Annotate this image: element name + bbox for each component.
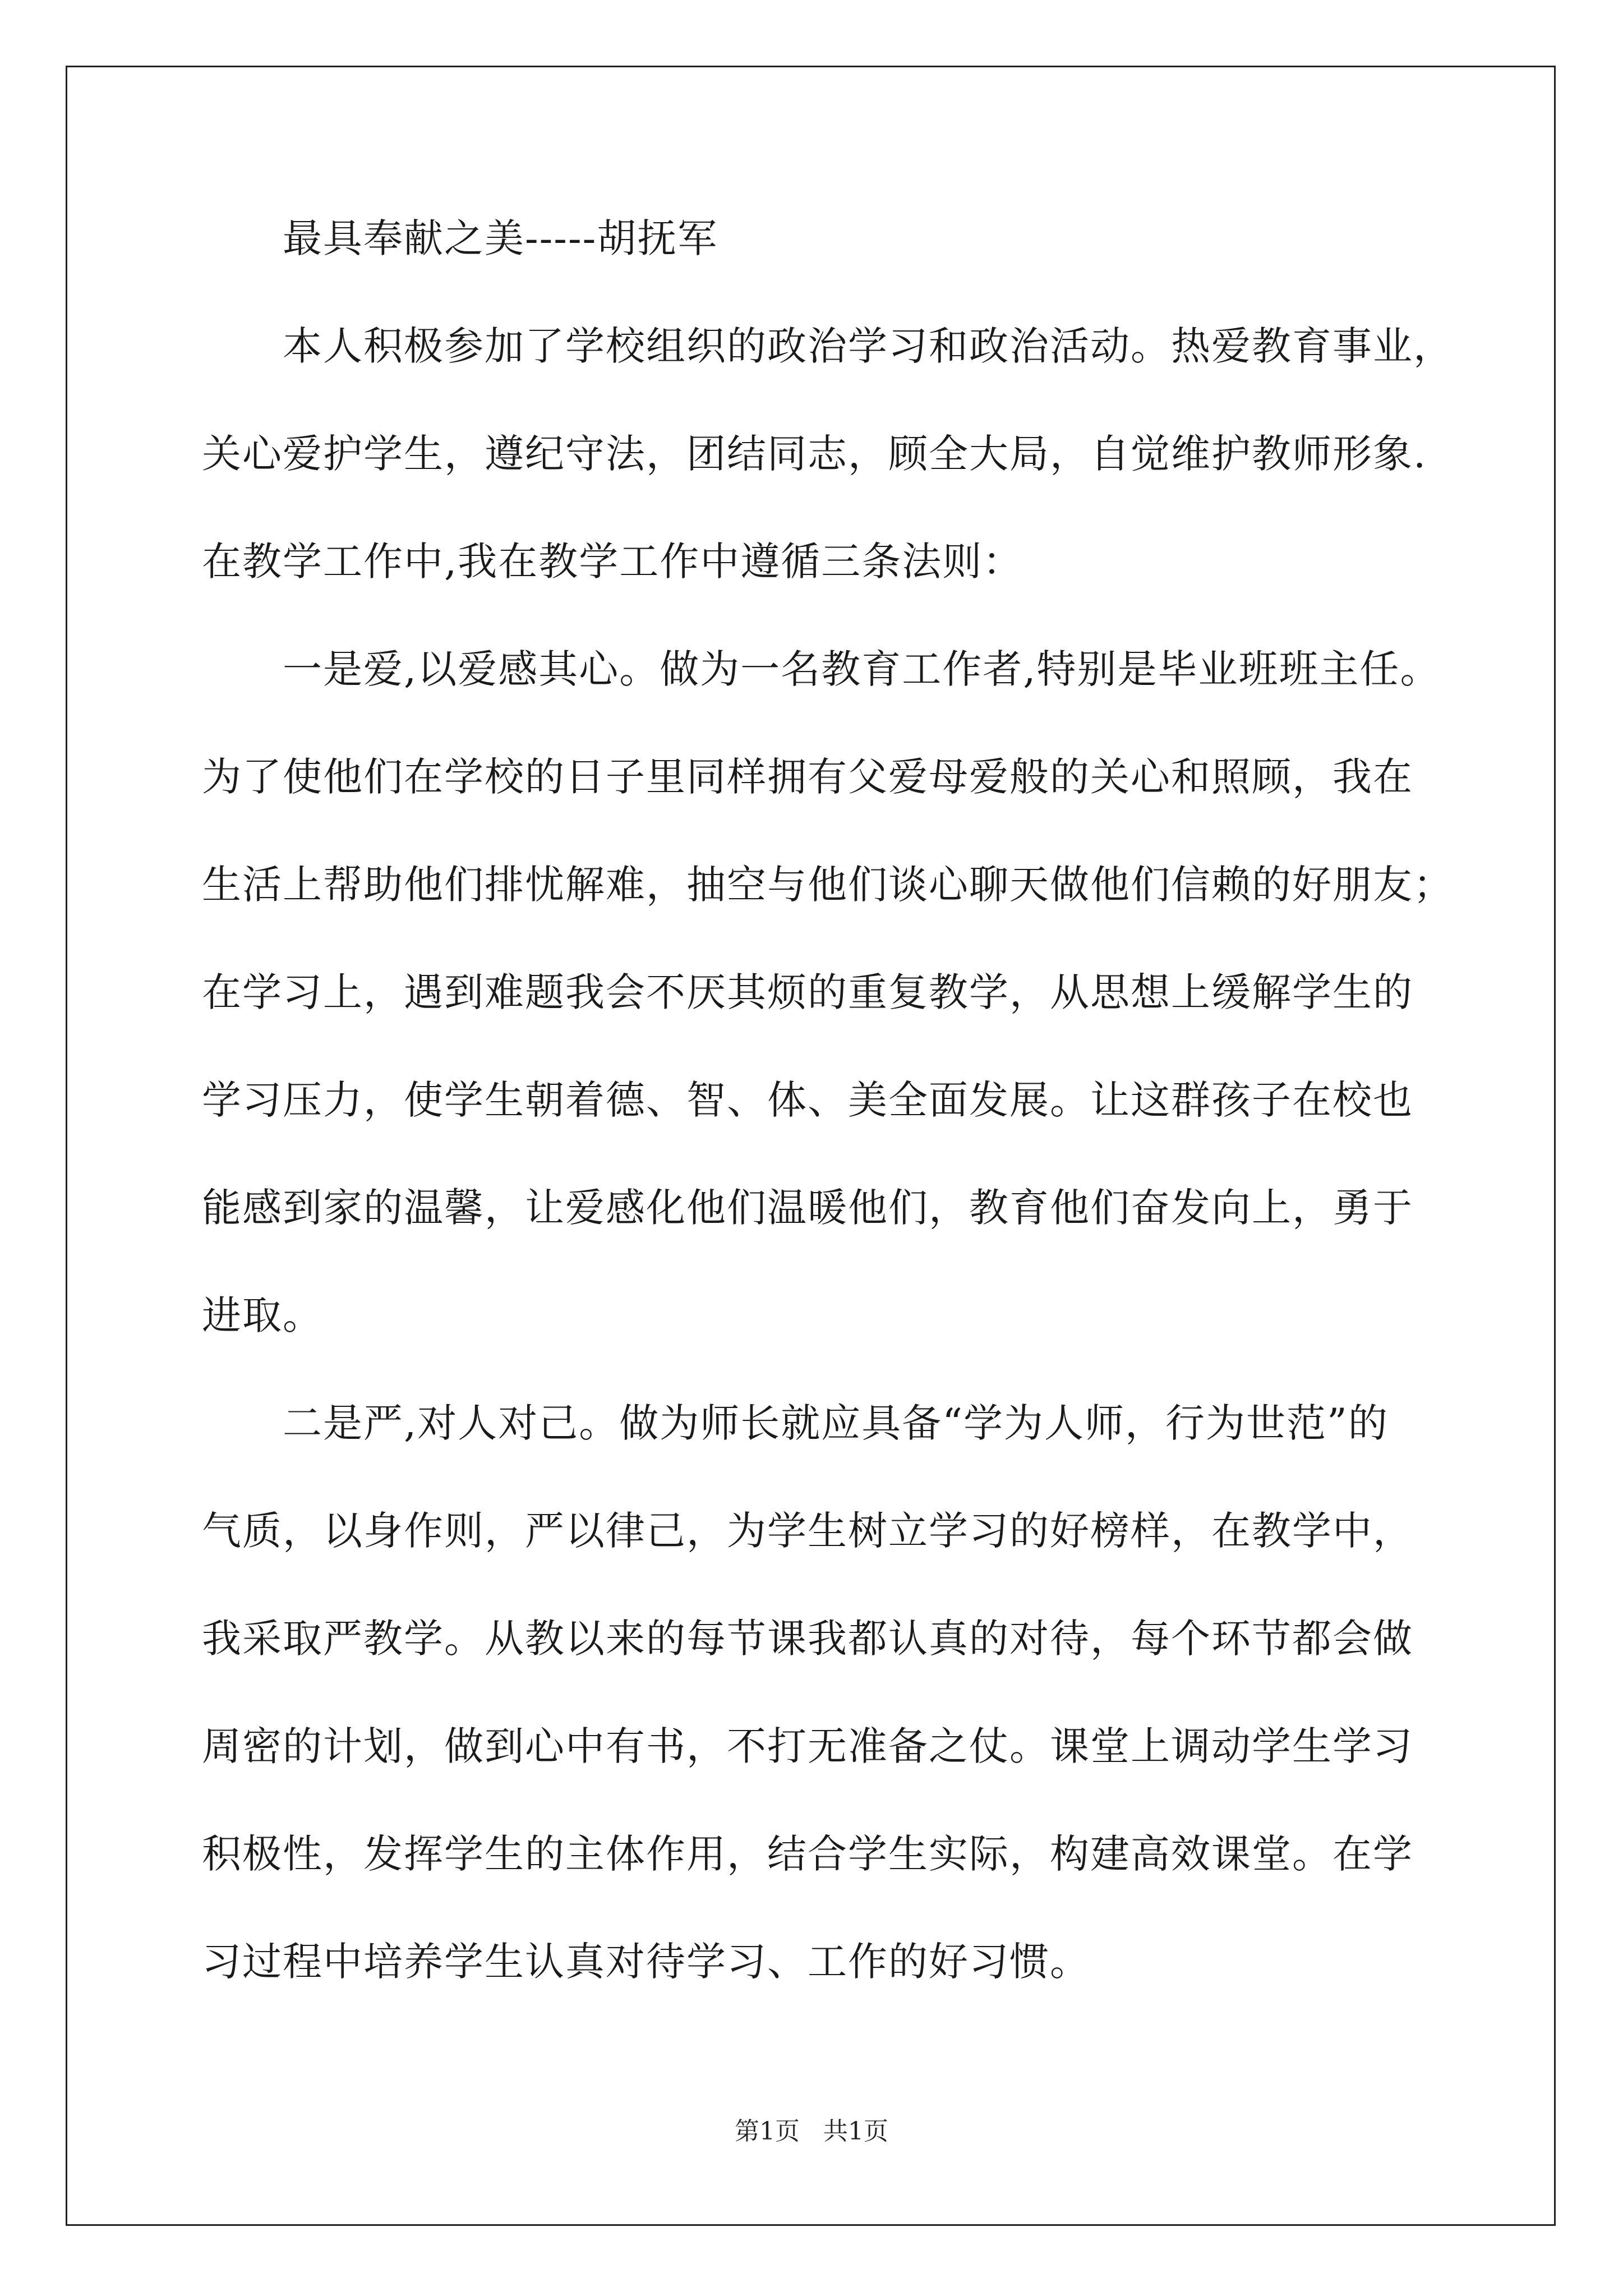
- paragraph-line: 为了使他们在学校的日子里同样拥有父爱母爱般的关心和照顾，我在: [202, 754, 1413, 800]
- paragraph-line: 进取。: [202, 1292, 323, 1338]
- paragraph-line: 能感到家的温馨，让爱感化他们温暖他们，教育他们奋发向上，勇于: [202, 1185, 1413, 1231]
- paragraph-line: 二是严,对人对己。做为师长就应具备“学为人师，行为世范”的: [283, 1400, 1389, 1446]
- paragraph-line: 本人积极参加了学校组织的政治学习和政治活动。热爱教育事业，: [283, 323, 1454, 369]
- paragraph-line: 学习压力，使学生朝着德、智、体、美全面发展。让这群孩子在校也: [202, 1077, 1413, 1123]
- page-footer: [0, 2118, 1623, 2146]
- paragraph-line: 在学习上，遇到难题我会不厌其烦的重复教学，从思想上缓解学生的: [202, 969, 1413, 1015]
- paragraph-line: 一是爱,以爱感其心。做为一名教育工作者,特别是毕业班班主任。: [283, 646, 1441, 692]
- paragraph-line: 气质，以身作则，严以律己，为学生树立学习的好榜样，在教学中，: [202, 1508, 1413, 1554]
- paragraph-line: 关心爱护学生，遵纪守法，团结同志，顾全大局，自觉维护教师形象.: [202, 431, 1427, 477]
- document-body: [202, 215, 1454, 2050]
- paragraph-line: 周密的计划，做到心中有书，不打无准备之仗。课堂上调动学生学习: [202, 1723, 1413, 1769]
- paragraph-line: 积极性，发挥学生的主体作用，结合学生实际，构建高效课堂。在学: [202, 1831, 1413, 1877]
- document-title: 最具奉献之美-----胡抚军: [283, 215, 718, 261]
- paragraph-line: 生活上帮助他们排忧解难，抽空与他们谈心聊天做他们信赖的好朋友；: [202, 862, 1454, 908]
- paragraph-line: 我采取严教学。从教以来的每节课我都认真的对待，每个环节都会做: [202, 1616, 1413, 1662]
- paragraph-line: 习过程中培养学生认真对待学习、工作的好习惯。: [202, 1939, 1090, 1985]
- page-number: 第1页 共1页: [735, 2117, 888, 2146]
- paragraph-line: 在教学工作中,我在教学工作中遵循三条法则：: [202, 539, 1023, 585]
